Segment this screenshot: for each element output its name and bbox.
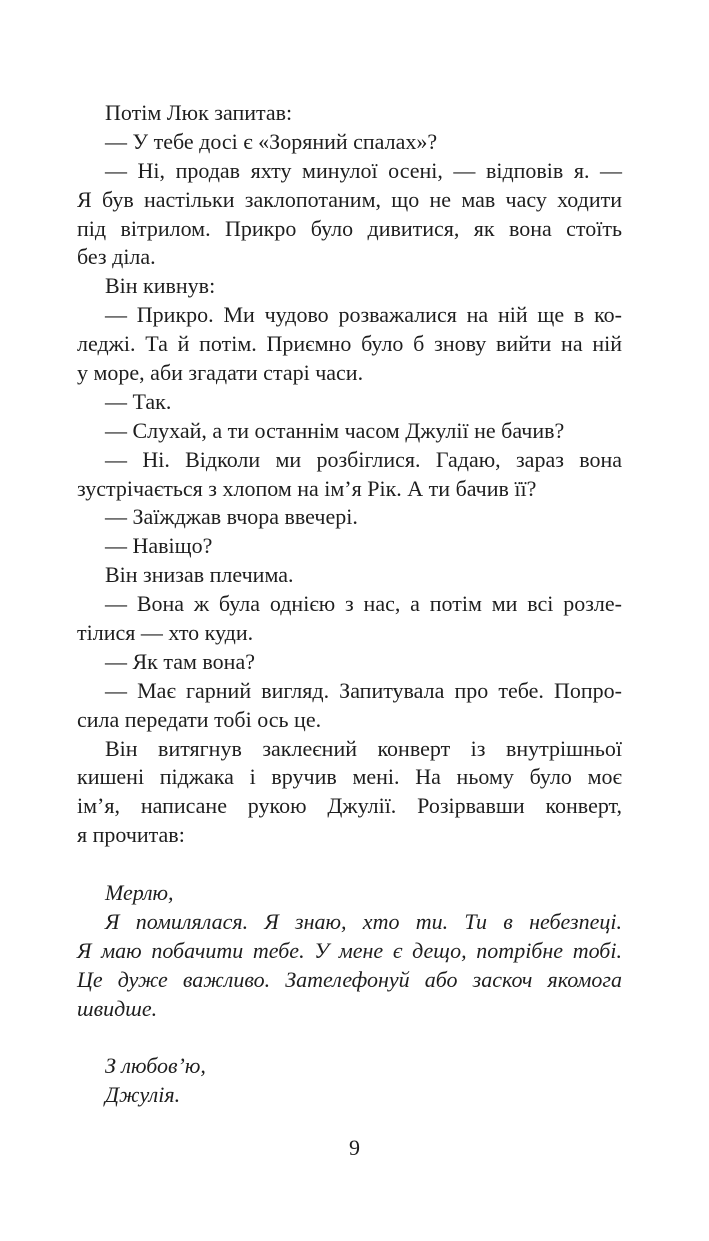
prose-line: зустрічається з хлопом на ім’я Рік. А ти бачив її? <box>77 475 537 501</box>
prose-line: — Ні, продав яхту минулої осені, — відповів я. — <box>105 157 622 183</box>
prose-line: — Слухай, а ти останнім часом Джулії не бачив? <box>105 417 565 443</box>
prose-line: — Так. <box>105 388 172 414</box>
blank-line <box>77 850 622 879</box>
prose-line: Він кивнув: <box>105 273 216 299</box>
prose-line: у море, аби згадати старі часи. <box>77 360 364 386</box>
prose-line: — Має гарний вигляд. Запитувала про тебе. Попро- <box>105 677 622 703</box>
prose-line: ім’я, написане рукою Джулії. Розірвавши конверт, <box>77 793 622 819</box>
prose-line: сила передати тобі ось це. <box>77 706 322 732</box>
letter-line: Мерлю, <box>105 880 174 906</box>
prose-line: тілися — хто куди. <box>77 620 254 646</box>
blank-line <box>77 1024 622 1053</box>
prose-line: Він знизав плечима. <box>105 562 294 588</box>
prose-line: — Вона ж була однією з нас, а потім ми всі розле- <box>105 591 622 617</box>
signature-block <box>77 1052 622 1110</box>
prose-line: — Ні. Відколи ми розбіглися. Гадаю, зараз вона <box>105 446 622 472</box>
prose-line: Він витягнув заклеєний конверт із внутрішньої <box>105 735 622 761</box>
prose-line: — Прикро. Ми чудово розважалися на ній ще в ко- <box>105 302 622 328</box>
book-page <box>77 99 622 1110</box>
prose-line: — Заїжджав вчора ввечері. <box>105 504 358 530</box>
signature-line: Джулія. <box>105 1082 181 1108</box>
prose-line: без діла. <box>77 244 156 270</box>
prose-line: — Навіщо? <box>105 533 213 559</box>
prose-line: — Як там вона? <box>105 648 255 674</box>
letter-line: швидше. <box>77 995 158 1021</box>
prose-line: леджі. Та й потім. Приємно було б знову вийти на ній <box>77 331 622 357</box>
letter-line: Це дуже важливо. Зателефонуй або заскоч якомога <box>77 966 622 992</box>
prose-line: Я був настільки заклопотаним, що не мав часу ходити <box>77 186 622 212</box>
letter-block <box>77 879 622 1023</box>
prose-line: Потім Люк запитав: <box>105 100 293 125</box>
prose-line: під вітрилом. Прикро було дивитися, як вона стоїть <box>77 215 622 241</box>
signature-line: З любов’ю, <box>105 1053 206 1079</box>
prose-block <box>77 99 622 850</box>
letter-line: Я маю побачити тебе. У мене є дещо, потрібне тобі. <box>77 937 622 963</box>
page-number: 9 <box>349 1135 360 1160</box>
prose-line: я прочитав: <box>77 822 185 848</box>
prose-line: — У тебе досі є «Зоряний спалах»? <box>105 128 438 154</box>
letter-line: Я помилялася. Я знаю, хто ти. Ти в небезпеці. <box>105 908 622 934</box>
prose-line: кишені піджака і вручив мені. На ньому було моє <box>77 764 622 790</box>
